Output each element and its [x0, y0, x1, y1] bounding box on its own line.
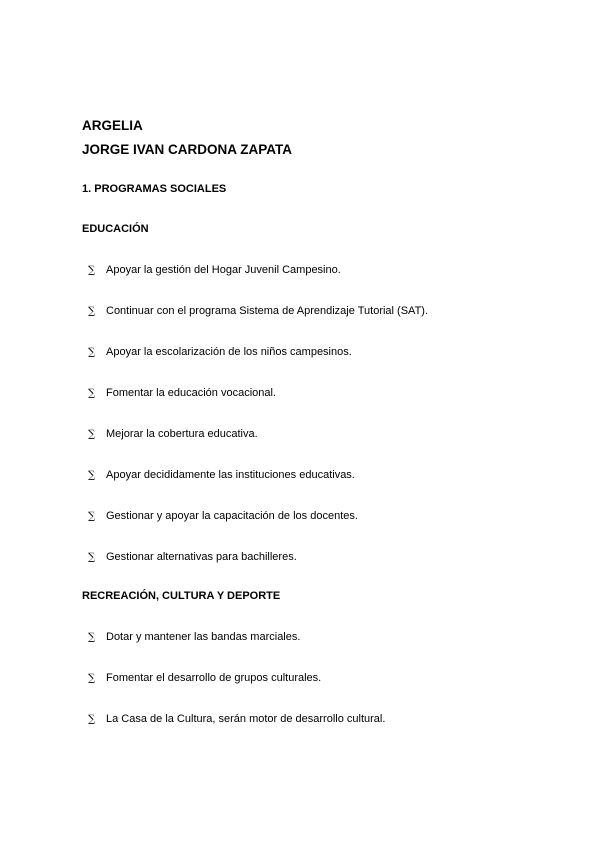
list-item-text: Apoyar decididamente las instituciones educativas.	[106, 469, 355, 481]
list-item-text: Fomentar la educación vocacional.	[106, 387, 276, 399]
list-item-text: Apoyar la gestión del Hogar Juvenil Campesino.	[106, 264, 341, 276]
candidate-name: JORGE IVAN CARDONA ZAPATA	[82, 142, 293, 157]
summation-bullet-icon: ∑	[88, 347, 96, 358]
summation-bullet-icon: ∑	[88, 306, 96, 317]
subsection-heading-education: EDUCACIÓN	[82, 223, 149, 235]
subsection-heading-recreation: RECREACIÓN, CULTURA Y DEPORTE	[82, 590, 281, 602]
list-item	[0, 346, 596, 362]
list-item-text: Gestionar alternativas para bachilleres.	[106, 551, 297, 563]
list-item	[0, 631, 596, 647]
list-item-text: La Casa de la Cultura, serán motor de desarrollo cultural.	[106, 713, 386, 725]
list-item	[0, 510, 596, 526]
list-item-text: Apoyar la escolarización de los niños campesinos.	[106, 346, 352, 358]
list-item	[0, 672, 596, 688]
list-item	[0, 551, 596, 567]
summation-bullet-icon: ∑	[88, 511, 96, 522]
section-title: 1. PROGRAMAS SOCIALES	[82, 183, 227, 195]
summation-bullet-icon: ∑	[88, 429, 96, 440]
summation-bullet-icon: ∑	[88, 632, 96, 643]
summation-bullet-icon: ∑	[88, 265, 96, 276]
list-item	[0, 387, 596, 403]
summation-bullet-icon: ∑	[88, 388, 96, 399]
summation-bullet-icon: ∑	[88, 673, 96, 684]
list-item	[0, 428, 596, 444]
list-item-text: Continuar con el programa Sistema de Aprendizaje Tutorial (SAT).	[106, 305, 429, 317]
summation-bullet-icon: ∑	[88, 714, 96, 725]
list-item-text: Fomentar el desarrollo de grupos culturales.	[106, 672, 322, 684]
summation-bullet-icon: ∑	[88, 470, 96, 481]
town-title: ARGELIA	[82, 118, 143, 133]
list-item-text: Gestionar y apoyar la capacitación de los docentes.	[106, 510, 358, 522]
list-item-text: Dotar y mantener las bandas marciales.	[106, 631, 301, 643]
list-item-text: Mejorar la cobertura educativa.	[106, 428, 258, 440]
list-item	[0, 713, 596, 729]
summation-bullet-icon: ∑	[88, 552, 96, 563]
list-item	[0, 264, 596, 280]
list-item	[0, 469, 596, 485]
list-item	[0, 305, 596, 321]
